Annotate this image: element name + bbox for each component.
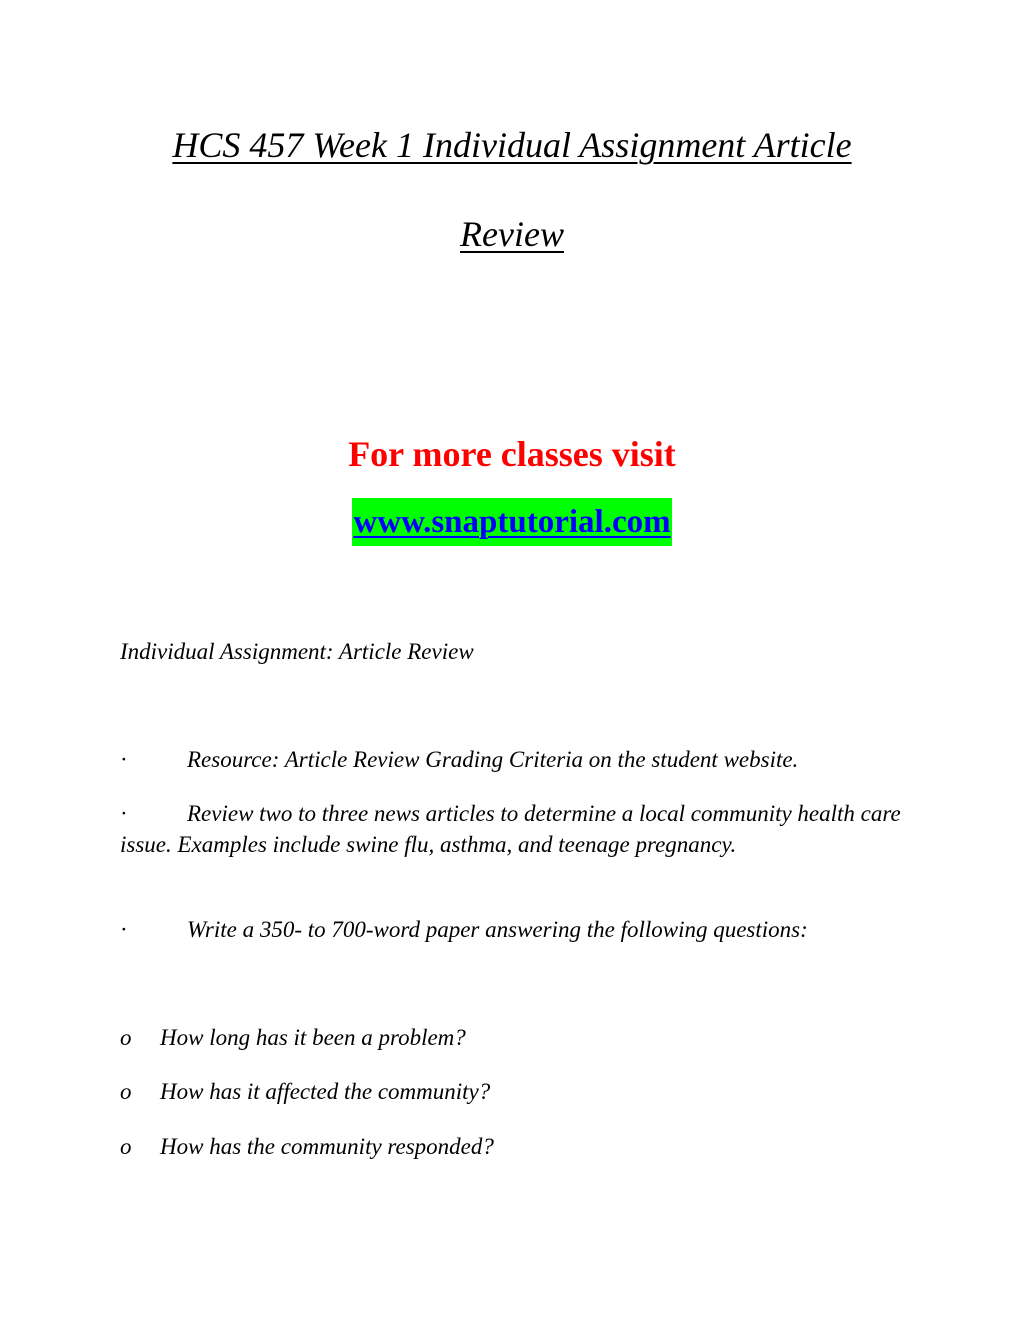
bullet-text: Resource: Article Review Grading Criteria on the student website. bbox=[187, 747, 799, 772]
sub-item-marker: o bbox=[120, 1079, 132, 1104]
bullet-item-review bbox=[120, 798, 920, 860]
question-text: How has it affected the community? bbox=[160, 1079, 491, 1104]
bullet-marker: · bbox=[120, 917, 128, 942]
bullet-marker: · bbox=[120, 801, 128, 826]
promo-link-container bbox=[0, 498, 1024, 546]
bullet-item-resource bbox=[120, 744, 920, 775]
bullet-item-write bbox=[120, 914, 920, 945]
bullet-marker: · bbox=[120, 747, 128, 772]
snaptutorial-link[interactable]: www.snaptutorial.com bbox=[352, 498, 671, 546]
promo-heading: For more classes visit bbox=[348, 434, 676, 474]
assignment-subtitle: Individual Assignment: Article Review bbox=[120, 639, 474, 664]
sub-item-marker: o bbox=[120, 1025, 132, 1050]
document-title-line-2: Review bbox=[460, 214, 564, 254]
bullet-text: Write a 350- to 700-word paper answering the following questions: bbox=[187, 917, 808, 942]
bullet-text: Review two to three news articles to determine a local community health care issue. Examples include swine flu, asthma, and teenage pregnancy. bbox=[120, 801, 901, 857]
sub-item-marker: o bbox=[120, 1134, 132, 1159]
document-title-line-1: HCS 457 Week 1 Individual Assignment Article bbox=[172, 125, 852, 165]
question-text: How long has it been a problem? bbox=[160, 1025, 466, 1050]
question-text: How has the community responded? bbox=[160, 1134, 494, 1159]
